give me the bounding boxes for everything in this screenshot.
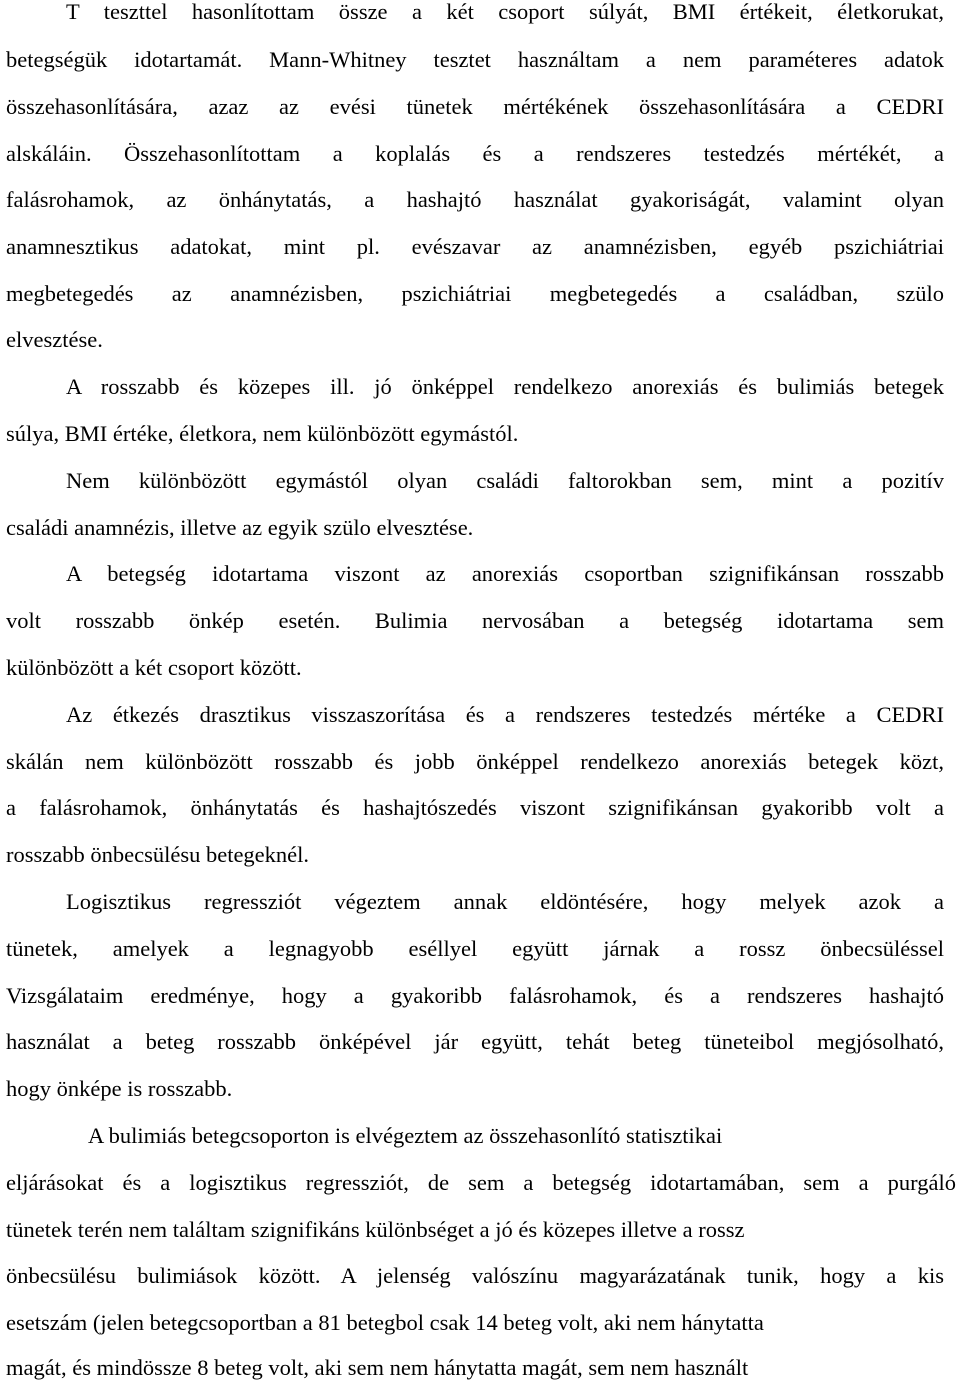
text-line: Vizsgálataim eredménye, hogy a gyakoribb falásrohamok, és a rendszeres hashajtó bbox=[6, 983, 944, 1008]
text-line: alskáláin. Összehasonlítottam a koplalás és a rendszeres testedzés mértékét, a bbox=[6, 141, 944, 166]
text-line: volt rosszabb önkép esetén. Bulimia nervosában a betegség idotartama sem bbox=[6, 608, 944, 633]
text-line: A bulimiás betegcsoporton is elvégeztem az összehasonlító statisztikai bbox=[88, 1123, 723, 1148]
text-line: skálán nem különbözött rosszabb és jobb önképpel rendelkezo anorexiás betegek közt, bbox=[6, 749, 944, 774]
text-line: T teszttel hasonlítottam össze a két csoport súlyát, BMI értékeit, életkorukat, bbox=[66, 0, 944, 24]
text-line: megbetegedés az anamnézisben, pszichiátriai megbetegedés a családban, szülo bbox=[6, 281, 944, 306]
text-line: Nem különbözött egymástól olyan családi faltorokban sem, mint a pozitív bbox=[66, 468, 944, 493]
text-line: súlya, BMI értéke, életkora, nem különbözött egymástól. bbox=[6, 421, 519, 446]
text-line: anamnesztikus adatokat, mint pl. evészavar az anamnézisben, egyéb pszichiátriai bbox=[6, 234, 944, 259]
text-line: falásrohamok, az önhánytatás, a hashajtó használat gyakoriságát, valamint olyan bbox=[6, 187, 944, 212]
text-line: önbecsülésu bulimiások között. A jelenség valószínu magyarázatának tunik, hogy a kis bbox=[6, 1263, 944, 1288]
text-line: tünetek, amelyek a legnagyobb eséllyel együtt járnak a rossz önbecsüléssel bbox=[6, 936, 944, 961]
text-line: a falásrohamok, önhánytatás és hashajtószedés viszont szignifikánsan gyakoribb volt a bbox=[6, 795, 944, 820]
text-line: hogy önképe is rosszabb. bbox=[6, 1076, 233, 1101]
text-line: különbözött a két csoport között. bbox=[6, 655, 302, 680]
text-line: használat a beteg rosszabb önképével jár együtt, tehát beteg tüneteibol megjósolható, bbox=[6, 1029, 944, 1054]
text-line: Az étkezés drasztikus visszaszorítása és a rendszeres testedzés mértéke a CEDRI bbox=[66, 702, 944, 727]
text-line: rosszabb önbecsülésu betegeknél. bbox=[6, 842, 310, 867]
text-line: magát, és mindössze 8 beteg volt, aki sem nem hánytatta magát, sem nem használt bbox=[6, 1355, 749, 1380]
text-line: elvesztése. bbox=[6, 327, 103, 352]
text-line: összehasonlítására, azaz az evési tünetek mértékének összehasonlítására a CEDRI bbox=[6, 94, 944, 119]
text-line: betegségük idotartamát. Mann-Whitney tesztet használtam a nem paraméteres adatok bbox=[6, 47, 944, 72]
text-line: Logisztikus regressziót végeztem annak eldöntésére, hogy melyek azok a bbox=[66, 889, 944, 914]
text-line: tünetek terén nem találtam szignifikáns különbséget a jó és közepes illetve a rossz bbox=[6, 1217, 745, 1242]
text-line: esetszám (jelen betegcsoportban a 81 betegbol csak 14 beteg volt, aki nem hánytatta bbox=[6, 1310, 764, 1335]
text-line: A betegség idotartama viszont az anorexiás csoportban szignifikánsan rosszabb bbox=[66, 561, 944, 586]
text-line: családi anamnézis, illetve az egyik szülo elvesztése. bbox=[6, 515, 474, 540]
text-line: eljárásokat és a logisztikus regressziót, de sem a betegség idotartamában, sem a purgáló bbox=[6, 1170, 956, 1195]
text-line: A rosszabb és közepes ill. jó önképpel rendelkezo anorexiás és bulimiás betegek bbox=[66, 374, 944, 399]
